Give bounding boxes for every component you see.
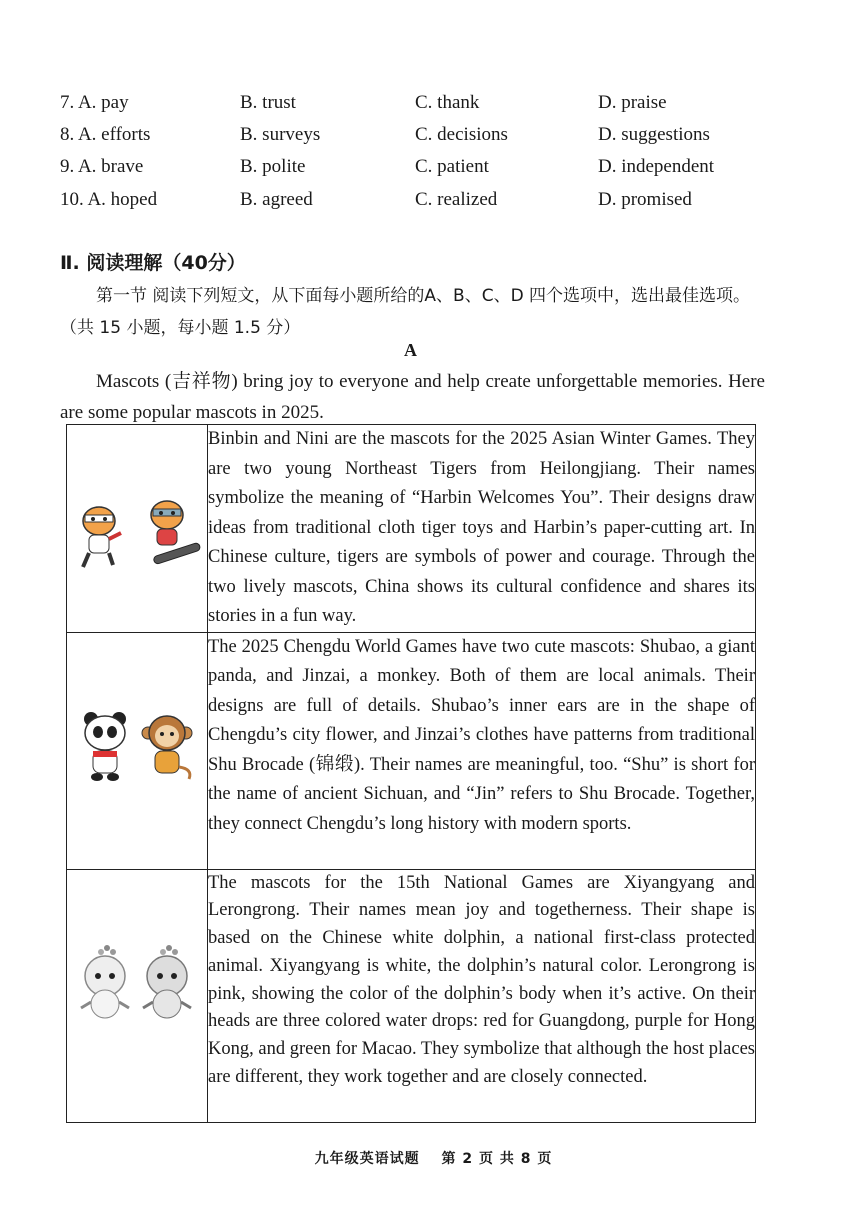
mascot-description: Binbin and Nini are the mascots for the 2025 Asian Winter Games. They are two young Northeast Tigers from Heilongjiang. Their names symbolize the meaning of “Harbin Welcomes You”. Their designs draw ideas from traditional cloth tiger toys and Harbin’s paper-cutting art. In Chinese culture, tigers are symbols of power and courage. Through the two lively mascots, China shows its cultural confidence and shares its stories in a fun way. <box>208 425 756 633</box>
option-b: B. surveys <box>240 124 321 145</box>
option-row-8 <box>60 124 820 156</box>
mascot-description: The mascots for the 15th National Games are Xiyangyang and Lerongrong. Their names mean joy and togetherness. Their shape is based on the Chinese white dolphin, a national first-class protected animal. Xiyangyang is white, the dolphin’s natural color. Lerongrong is pink, showing the color of the dolphin’s body when it’s active. On their heads are three colored water drops: red for Guangdong, purple for Hong Kong, and green for Macao. They symbolize that although the host places are different, they work together and are closely connected. <box>208 869 756 1122</box>
table-row <box>67 425 756 633</box>
footer-page-number: 第 2 页 共 8 页 <box>441 1151 553 1167</box>
tiger-mascots-icon <box>67 425 207 631</box>
option-b: B. agreed <box>240 189 313 210</box>
table-row <box>67 869 756 1122</box>
page-footer <box>0 1148 867 1168</box>
option-c: C. patient <box>415 156 489 177</box>
footer-subject: 九年级英语试题 <box>314 1151 420 1167</box>
option-a: 7. A. pay <box>60 92 129 113</box>
option-a: 9. A. brave <box>60 156 144 177</box>
option-b: B. polite <box>240 156 306 177</box>
panda-monkey-mascots-image <box>67 632 208 869</box>
option-d: D. praise <box>598 92 667 113</box>
panda-monkey-mascots-icon <box>67 633 207 869</box>
option-row-9 <box>60 156 820 188</box>
option-d: D. promised <box>598 189 692 210</box>
option-c: C. thank <box>415 92 480 113</box>
passage-label: A <box>404 340 417 360</box>
mascot-table <box>66 424 756 1123</box>
dolphin-mascots-image <box>67 869 208 1122</box>
option-row-7 <box>60 92 820 124</box>
mascot-description: The 2025 Chengdu World Games have two cute mascots: Shubao, a giant panda, and Jinzai, a monkey. Both of them are local animals. Their designs are full of details. Shubao’s inner ears are in the shape of Chengdu’s city flower, and Jinzai’s clothes have patterns from traditional Shu Brocade (锦缎). Their names are meaningful, too. “Shu” is short for the name of ancient Sichuan, and “Jin” refers to Shu Brocade. Together, they connect Chengdu’s long history with modern sports. <box>208 632 756 869</box>
option-c: C. realized <box>415 189 498 210</box>
option-d: D. independent <box>598 156 715 177</box>
option-d: D. suggestions <box>598 124 710 145</box>
option-row-10 <box>60 189 820 221</box>
table-row <box>67 632 756 869</box>
section-instructions: 第一节 阅读下列短文，从下面每小题所给的A、B、C、D 四个选项中，选出最佳选项。（共 15 小题，每小题 1.5 分） <box>60 286 751 338</box>
option-a: 10. A. hoped <box>60 189 158 210</box>
option-c: C. decisions <box>415 124 508 145</box>
section-title: Ⅱ. 阅读理解（40分） <box>60 252 246 274</box>
option-b: B. trust <box>240 92 296 113</box>
tiger-mascots-image <box>67 425 208 633</box>
option-a: 8. A. efforts <box>60 124 151 145</box>
dolphin-mascots-icon <box>67 870 207 1122</box>
passage-intro: Mascots (吉祥物) bring joy to everyone and help create unforgettable memories. Here are some popular mascots in 2025. <box>60 371 765 423</box>
